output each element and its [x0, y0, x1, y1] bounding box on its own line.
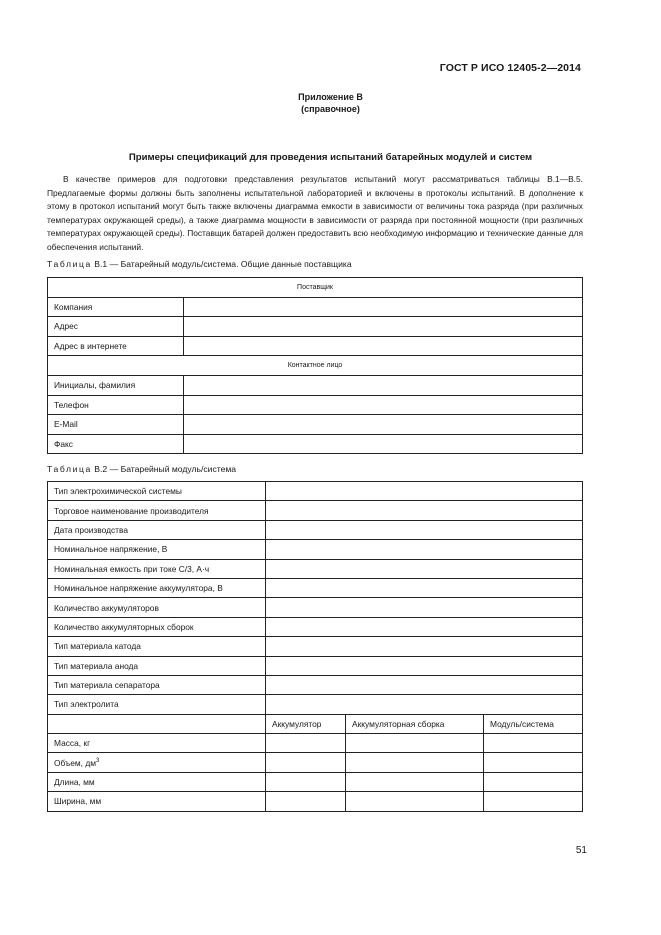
value-cell[interactable] — [266, 734, 346, 753]
table-row — [48, 559, 583, 578]
table-row — [48, 578, 583, 597]
module-system-table — [47, 481, 583, 812]
row-label: Количество аккумуляторных сборок — [48, 617, 266, 636]
table2-caption — [47, 464, 236, 474]
table-row — [48, 734, 583, 753]
table-row — [48, 297, 583, 317]
value-cell[interactable] — [184, 434, 583, 454]
value-cell[interactable] — [266, 617, 583, 636]
row-label: Тип электрохимической системы — [48, 482, 266, 501]
table-row — [48, 792, 583, 811]
table-row — [48, 278, 583, 298]
table-row — [48, 501, 583, 520]
value-cell[interactable] — [484, 753, 583, 772]
value-cell[interactable] — [346, 772, 484, 791]
value-cell[interactable] — [346, 734, 484, 753]
page-number: 51 — [575, 845, 587, 856]
value-cell[interactable] — [266, 772, 346, 791]
row-label: Тип материала катода — [48, 637, 266, 656]
value-cell[interactable] — [266, 637, 583, 656]
table-row — [48, 520, 583, 539]
value-cell[interactable] — [184, 395, 583, 415]
row-label: Тип материала сепаратора — [48, 675, 266, 694]
value-cell[interactable] — [484, 734, 583, 753]
value-cell[interactable] — [484, 792, 583, 811]
row-label: Телефон — [48, 395, 184, 415]
table-row — [48, 598, 583, 617]
table1-label: Таблица — [47, 259, 92, 269]
column-header-module-system: Модуль/система — [484, 714, 583, 733]
row-label: Адрес в интернете — [48, 336, 184, 356]
value-cell[interactable] — [346, 753, 484, 772]
table-row — [48, 415, 583, 435]
value-cell[interactable] — [184, 415, 583, 435]
table-row — [48, 617, 583, 636]
value-cell[interactable] — [484, 772, 583, 791]
contact-section-header: Контактное лицо — [48, 356, 583, 376]
empty-header-cell — [48, 714, 266, 733]
value-cell[interactable] — [266, 540, 583, 559]
value-cell[interactable] — [266, 792, 346, 811]
row-label: Номинальная емкость при токе С/3, А·ч — [48, 559, 266, 578]
supplier-data-table — [47, 277, 583, 454]
row-label: Тип электролита — [48, 695, 266, 714]
table-row — [48, 656, 583, 675]
annex-subtitle: (справочное) — [301, 104, 360, 114]
value-cell[interactable] — [184, 297, 583, 317]
row-label: Инициалы, фамилия — [48, 375, 184, 395]
row-label: Количество аккумуляторов — [48, 598, 266, 617]
annex-title: Приложение В — [298, 92, 363, 102]
volume-label: Объем, дм — [54, 757, 96, 768]
volume-exponent: 3 — [95, 757, 100, 764]
row-label: Дата производства — [48, 520, 266, 539]
supplier-section-header: Поставщик — [48, 278, 583, 298]
value-cell[interactable] — [266, 578, 583, 597]
table2-caption-text: В.2 — Батарейный модуль/система — [94, 464, 237, 474]
value-cell[interactable] — [346, 792, 484, 811]
row-label: Торговое наименование производителя — [48, 501, 266, 520]
value-cell[interactable] — [266, 598, 583, 617]
table-row — [48, 336, 583, 356]
value-cell[interactable] — [266, 675, 583, 694]
row-label-volume — [48, 753, 266, 772]
value-cell[interactable] — [266, 559, 583, 578]
table-row — [48, 675, 583, 694]
table-row — [48, 395, 583, 415]
section-title: Примеры спецификаций для проведения испытаний батарейных модулей и систем — [128, 152, 533, 163]
row-label: Длина, мм — [48, 772, 266, 791]
table-row — [48, 317, 583, 337]
value-cell[interactable] — [184, 375, 583, 395]
standard-designation: ГОСТ Р ИСО 12405-2—2014 — [439, 62, 581, 74]
table1-caption-text: В.1 — Батарейный модуль/система. Общие данные поставщика — [94, 259, 352, 269]
row-label: Масса, кг — [48, 734, 266, 753]
intro-paragraph: В качестве примеров для подготовки представления результатов испытаний могут рассматриваться таблицы В.1—В.5. Предлагаемые формы должны быть заполнены испытательной лабораторией и включены в протоколы испытаний. В дополнение к этому в протокол испытаний могут быть также включены диаграмма емкости в зависимости от величины тока разряда (при различных температурах окружающей среды), а также диаграмма мощности в зависимости от разряда при постоянной мощности (при различных температурах окружающей среды). Поставщик батарей должен предоставить всю необходимую информацию и технические данные для обеспечения испытаний. — [47, 174, 583, 252]
value-cell[interactable] — [266, 501, 583, 520]
row-label: Ширина, мм — [48, 792, 266, 811]
value-cell[interactable] — [266, 695, 583, 714]
row-label: Номинальное напряжение аккумулятора, В — [48, 578, 266, 597]
value-cell[interactable] — [266, 753, 346, 772]
row-label: Адрес — [48, 317, 184, 337]
row-label: Факс — [48, 434, 184, 454]
row-label: Компания — [48, 297, 184, 317]
value-cell[interactable] — [184, 336, 583, 356]
table-row — [48, 375, 583, 395]
table-row — [48, 356, 583, 376]
table-row — [48, 540, 583, 559]
value-cell[interactable] — [266, 520, 583, 539]
annex-heading — [0, 91, 661, 115]
row-label: Номинальное напряжение, В — [48, 540, 266, 559]
row-label: E-Mail — [48, 415, 184, 435]
table-row — [48, 434, 583, 454]
row-label: Тип материала анода — [48, 656, 266, 675]
table1-caption — [47, 259, 352, 269]
table-row — [48, 772, 583, 791]
value-cell[interactable] — [184, 317, 583, 337]
table-row — [48, 482, 583, 501]
value-cell[interactable] — [266, 482, 583, 501]
table2-label: Таблица — [47, 464, 92, 474]
column-header-cell: Аккумулятор — [266, 714, 346, 733]
table-row — [48, 695, 583, 714]
value-cell[interactable] — [266, 656, 583, 675]
table-row — [48, 637, 583, 656]
column-header-battery-pack: Аккумуляторная сборка — [346, 714, 484, 733]
table-header-row — [48, 714, 583, 733]
table-row — [48, 753, 583, 772]
